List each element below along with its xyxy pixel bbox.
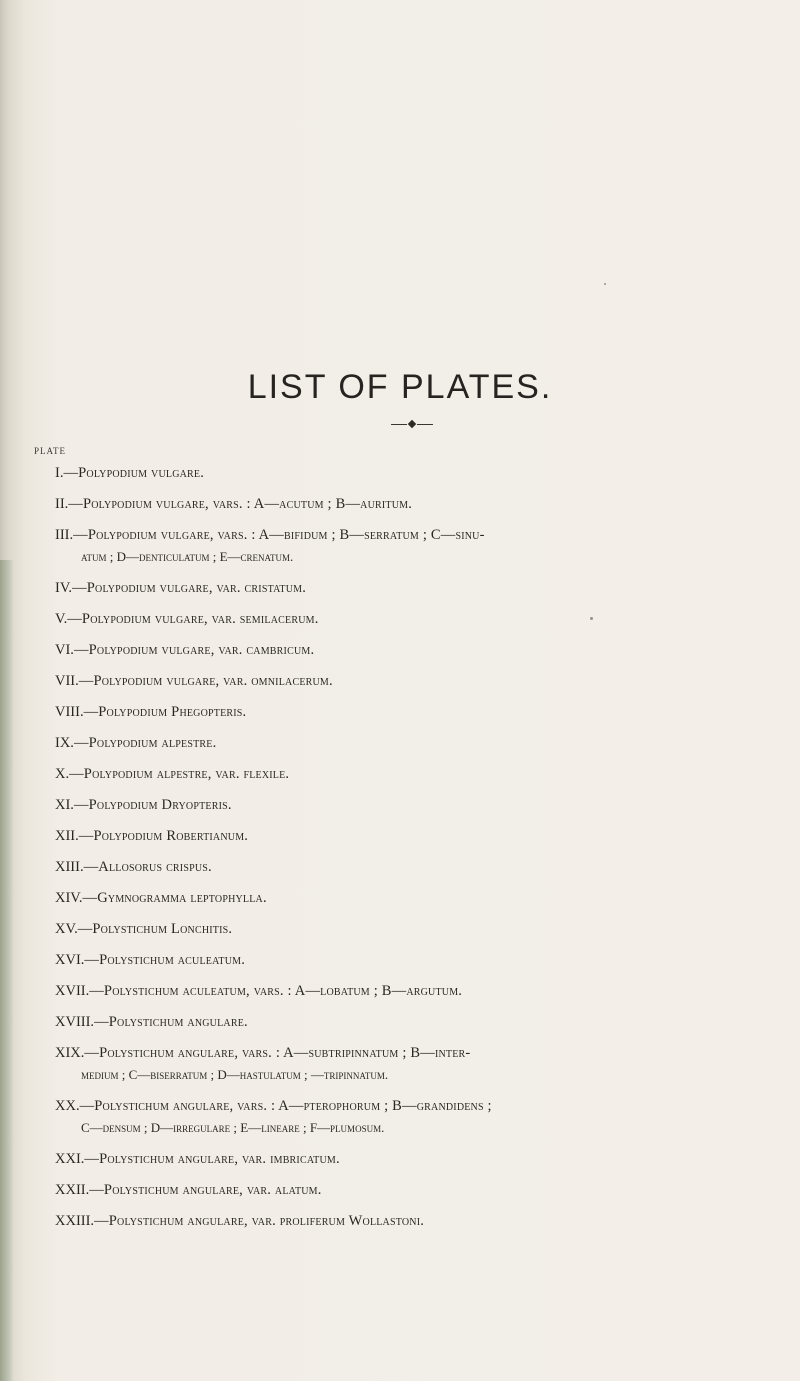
diamond-ornament-icon [391,420,433,430]
plate-number: V. [55,611,68,627]
binding-edge [0,560,14,1381]
plate-list [55,462,755,1241]
plate-title: —Polypodium vulgare, vars. : A—bifidum ; B—serratum ; C—sinu- [73,527,485,543]
plate-number: IV. [55,580,73,596]
plate-entry [55,980,755,1003]
plate-number: XV. [55,921,78,937]
plate-title: —Polypodium Dryopteris. [73,797,232,813]
plate-title: —Polystichum aculeatum. [84,952,246,968]
plate-title: —Polystichum angulare, var. imbricatum. [84,1151,340,1167]
plate-title: —Polypodium alpestre. [73,735,217,751]
plate-entry [55,577,755,600]
plate-entry [55,670,755,693]
plate-title: —Polypodium alpestre, var. flexile. [69,766,290,782]
plate-number: XIX. [55,1045,85,1061]
plate-number: III. [55,527,74,543]
plate-title: —Gymnogramma leptophylla. [82,890,267,906]
plate-entry [55,1042,755,1085]
plate-title: —Polystichum angulare, var. alatum. [89,1182,322,1198]
plate-number: XI. [55,797,74,813]
plate-title: —Polypodium vulgare, var. cambricum. [73,642,315,658]
plate-number: XXIII. [55,1213,95,1229]
page-title: LIST OF PLATES. [247,368,553,406]
plate-number: XXII. [55,1182,90,1198]
plate-number: XII. [55,828,79,844]
plate-entry [55,856,755,879]
plate-entry [55,524,755,567]
plate-title: —Polystichum angulare, var. proliferum Wollastoni. [94,1213,425,1229]
plate-number: VIII. [55,704,84,720]
plate-entry [55,825,755,848]
plate-title: —Polystichum angulare, vars. : A—subtripinnatum ; B—inter- [84,1045,471,1061]
ink-speck [590,617,593,620]
plate-entry [55,732,755,755]
plate-title: —Polypodium vulgare, var. omnilacerum. [78,673,333,689]
plate-number: XVIII. [55,1014,95,1030]
plate-entry [55,639,755,662]
plate-column-heading: PLATE [34,446,66,456]
plate-title-continuation: C—densum ; D—irregulare ; E—lineare ; F—plumosum. [81,1120,385,1135]
plate-title-continuation: medium ; C—biserratum ; D—hastulatum ; —tripinnatum. [81,1067,389,1082]
plate-title: —Polypodium vulgare. [63,465,205,481]
ink-speck [604,283,606,285]
plate-entry [55,887,755,910]
plate-entry [55,701,755,724]
plate-number: VII. [55,673,79,689]
plate-number: X. [55,766,70,782]
plate-number: XVII. [55,983,90,999]
plate-number: XX. [55,1098,80,1114]
plate-title-continuation: atum ; D—denticulatum ; E—crenatum. [81,549,294,564]
plate-entry [55,493,755,516]
plate-title: —Polypodium Phegopteris. [83,704,247,720]
plate-title: —Allosorus crispus. [83,859,212,875]
plate-title: —Polystichum angulare, vars. : A—pterophorum ; B—grandidens ; [79,1098,492,1114]
plate-number: VI. [55,642,74,658]
plate-number: XVI. [55,952,85,968]
plate-entry [55,1011,755,1034]
plate-number: XIV. [55,890,83,906]
plate-number: XXI. [55,1151,85,1167]
plate-number: II. [55,496,69,512]
plate-title: —Polypodium vulgare, var. cristatum. [72,580,307,596]
plate-entry [55,1095,755,1138]
plate-entry [55,608,755,631]
plate-title: —Polypodium Robertianum. [78,828,249,844]
plate-entry [55,462,755,485]
plate-entry [55,949,755,972]
plate-title: —Polystichum angulare. [94,1014,248,1030]
plate-title: —Polypodium vulgare, vars. : A—acutum ; B—auritum. [68,496,413,512]
plate-number: XIII. [55,859,84,875]
plate-entry [55,1148,755,1171]
plate-entry [55,794,755,817]
plate-entry [55,1179,755,1202]
plate-entry [55,1210,755,1233]
plate-number: I. [55,465,64,481]
plate-title: —Polystichum aculeatum, vars. : A—lobatum ; B—argutum. [89,983,463,999]
plate-number: IX. [55,735,74,751]
plate-title: —Polystichum Lonchitis. [77,921,233,937]
plate-title: —Polypodium vulgare, var. semilacerum. [67,611,319,627]
plate-entry [55,918,755,941]
plate-entry [55,763,755,786]
